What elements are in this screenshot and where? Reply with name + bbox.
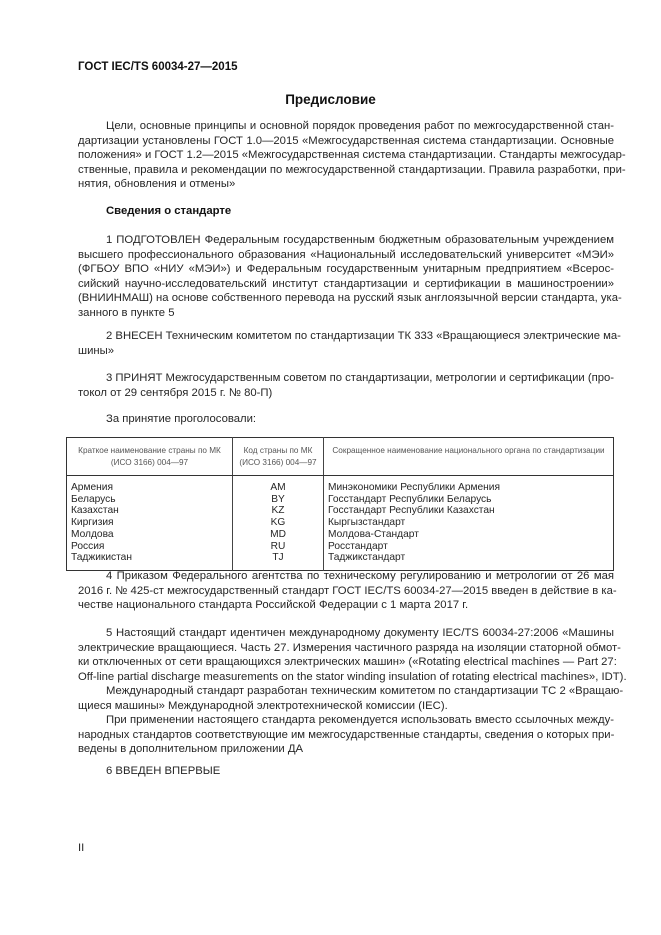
text-line: занного в пункте 5 bbox=[78, 306, 175, 319]
item-5-iec-paragraph bbox=[78, 684, 624, 713]
item-3-paragraph bbox=[78, 371, 614, 400]
text-line: нятия, обновления и отмены» bbox=[78, 178, 236, 191]
header-body: Сокращенное наименование национального органа по стандартизации bbox=[324, 438, 614, 476]
item-2-paragraph bbox=[78, 329, 621, 358]
voted-label: За принятие проголосовали: bbox=[106, 413, 257, 425]
country-cell: Киргизия bbox=[67, 517, 233, 529]
text-line: 2 ВНЕСЕН Техническим комитетом по стандартизации ТК 333 «Вращающиеся электрические ма- bbox=[106, 330, 621, 342]
text-line: электрические вращающиеся. Часть 27. Измерения частичного разряда на изоляции статорной обмот- bbox=[78, 641, 621, 654]
table-row bbox=[67, 552, 614, 570]
body-cell: Таджикстандарт bbox=[328, 552, 406, 564]
header-country: Краткое наименование страны по МК (ИСО 3166) 004—97 bbox=[67, 438, 233, 476]
text-line: 6 ВВЕДЕН ВПЕРВЫЕ bbox=[106, 765, 221, 777]
text-line: Международный стандарт разработан техническим комитетом по стандартизации ТС 2 «Вращаю- bbox=[106, 685, 624, 697]
text-line: 1 ПОДГОТОВЛЕН Федеральным государственным бюджетным образовательным учреждением bbox=[106, 234, 614, 246]
text-line: сийский научно-исследовательский институт стандартизации и сертификации в машиностроении» bbox=[78, 277, 614, 290]
header-code: Код страны по МК (ИСО 3166) 004—97 bbox=[233, 438, 324, 476]
code-cell: KG bbox=[233, 517, 324, 529]
document-id-header: ГОСТ IEC/TS 60034-27—2015 bbox=[78, 61, 238, 73]
table-row bbox=[67, 517, 614, 529]
table-row bbox=[67, 505, 614, 517]
body-cell: Молдова-Стандарт bbox=[328, 528, 419, 540]
text-line: честве национального стандарта Российской Федерации с 1 марта 2017 г. bbox=[78, 599, 469, 612]
text-line: ведены в дополнительном приложении ДА bbox=[78, 743, 304, 756]
code-cell: MD bbox=[233, 529, 324, 541]
text-line: шины» bbox=[78, 344, 115, 357]
body-cell: Минэкономики Республики Армения bbox=[328, 482, 500, 493]
country-cell: Россия bbox=[67, 541, 233, 553]
text-line: Off-line partial discharge measurements on the stator winding insulation of rotating electrical machines», IDT). bbox=[78, 670, 627, 683]
item-4-paragraph bbox=[78, 569, 617, 613]
country-cell: Молдова bbox=[67, 529, 233, 541]
code-cell: AM bbox=[233, 476, 324, 494]
body-cell: Кыргызстандарт bbox=[328, 517, 406, 529]
text-line: ки отключенных от сети вращающихся электрических машин» («Rotating electrical machines — Part 27: bbox=[78, 656, 617, 669]
item-6-paragraph bbox=[78, 764, 614, 779]
text-line: 2016 г. № 425-ст межгосударственный стандарт ГОСТ IEC/TS 60034-27—2015 введен в действие в ка- bbox=[78, 584, 617, 597]
voting-table bbox=[66, 437, 614, 571]
page-number: II bbox=[78, 842, 85, 854]
text-line: токол от 29 сентября 2015 г. № 80-П) bbox=[78, 386, 273, 399]
item-5-usage-paragraph bbox=[78, 713, 614, 757]
country-cell: Таджикистан bbox=[67, 552, 233, 570]
country-cell: Беларусь bbox=[67, 494, 233, 506]
table-row bbox=[67, 541, 614, 553]
item-1-paragraph bbox=[78, 233, 622, 321]
text-line: 5 Настоящий стандарт идентичен международному документу IEC/TS 60034-27:2006 «Машины bbox=[106, 627, 614, 639]
text-line: ственные, правила и рекомендации по межгосударственной стандартизации. Правила разработки, при- bbox=[78, 163, 626, 176]
text-line: При применении настоящего стандарта рекомендуется использовать вместо ссылочных между- bbox=[106, 714, 614, 726]
text-line: (ФГБОУ ВПО «НИУ «МЭИ») и Федеральным государственным унитарным предприятием «Всерос- bbox=[78, 263, 614, 276]
text-line: дартизации установлены ГОСТ 1.0—2015 «Межгосударственная система стандартизации. Основные bbox=[78, 134, 614, 147]
country-cell: Армения bbox=[67, 476, 233, 494]
country-cell: Казахстан bbox=[67, 505, 233, 517]
body-cell: Госстандарт Республики Беларусь bbox=[328, 493, 492, 505]
body-cell: Росстандарт bbox=[328, 540, 388, 552]
item-5-paragraph bbox=[78, 626, 627, 684]
table-row bbox=[67, 494, 614, 506]
table-row bbox=[67, 476, 614, 494]
body-cell: Госстандарт Республики Казахстан bbox=[328, 505, 495, 517]
table-row bbox=[67, 529, 614, 541]
text-line: 4 Приказом Федерального агентства по техническому регулированию и метрологии от 26 мая bbox=[106, 570, 614, 582]
intro-paragraph bbox=[78, 119, 626, 192]
text-line: Цели, основные принципы и основной порядок проведения работ по межгосударственной стан- bbox=[106, 120, 614, 132]
code-cell: RU bbox=[233, 541, 324, 553]
code-cell: TJ bbox=[233, 552, 324, 570]
text-line: высшего профессионального образования «Национальный исследовательский университет «МЭИ» bbox=[78, 248, 614, 261]
text-line: (ВНИИНМАШ) на основе собственного перевода на русский язык англоязычной версии стандарта, ука- bbox=[78, 292, 622, 305]
text-line: народных стандартов соответствующие им межгосударственные стандарты, сведения о которых при- bbox=[78, 728, 615, 741]
code-cell: KZ bbox=[233, 505, 324, 517]
text-line: 3 ПРИНЯТ Межгосударственным советом по стандартизации, метрологии и сертификации (про- bbox=[106, 372, 615, 384]
code-cell: BY bbox=[233, 494, 324, 506]
subheading: Сведения о стандарте bbox=[106, 205, 232, 217]
text-line: щиеся машины» Международной электротехнической комиссии (IEC). bbox=[78, 699, 448, 712]
text-line: положения» и ГОСТ 1.2—2015 «Межгосударственная система стандартизации. Стандарты межгосудар- bbox=[78, 149, 626, 162]
page-title: Предисловие bbox=[285, 92, 376, 107]
